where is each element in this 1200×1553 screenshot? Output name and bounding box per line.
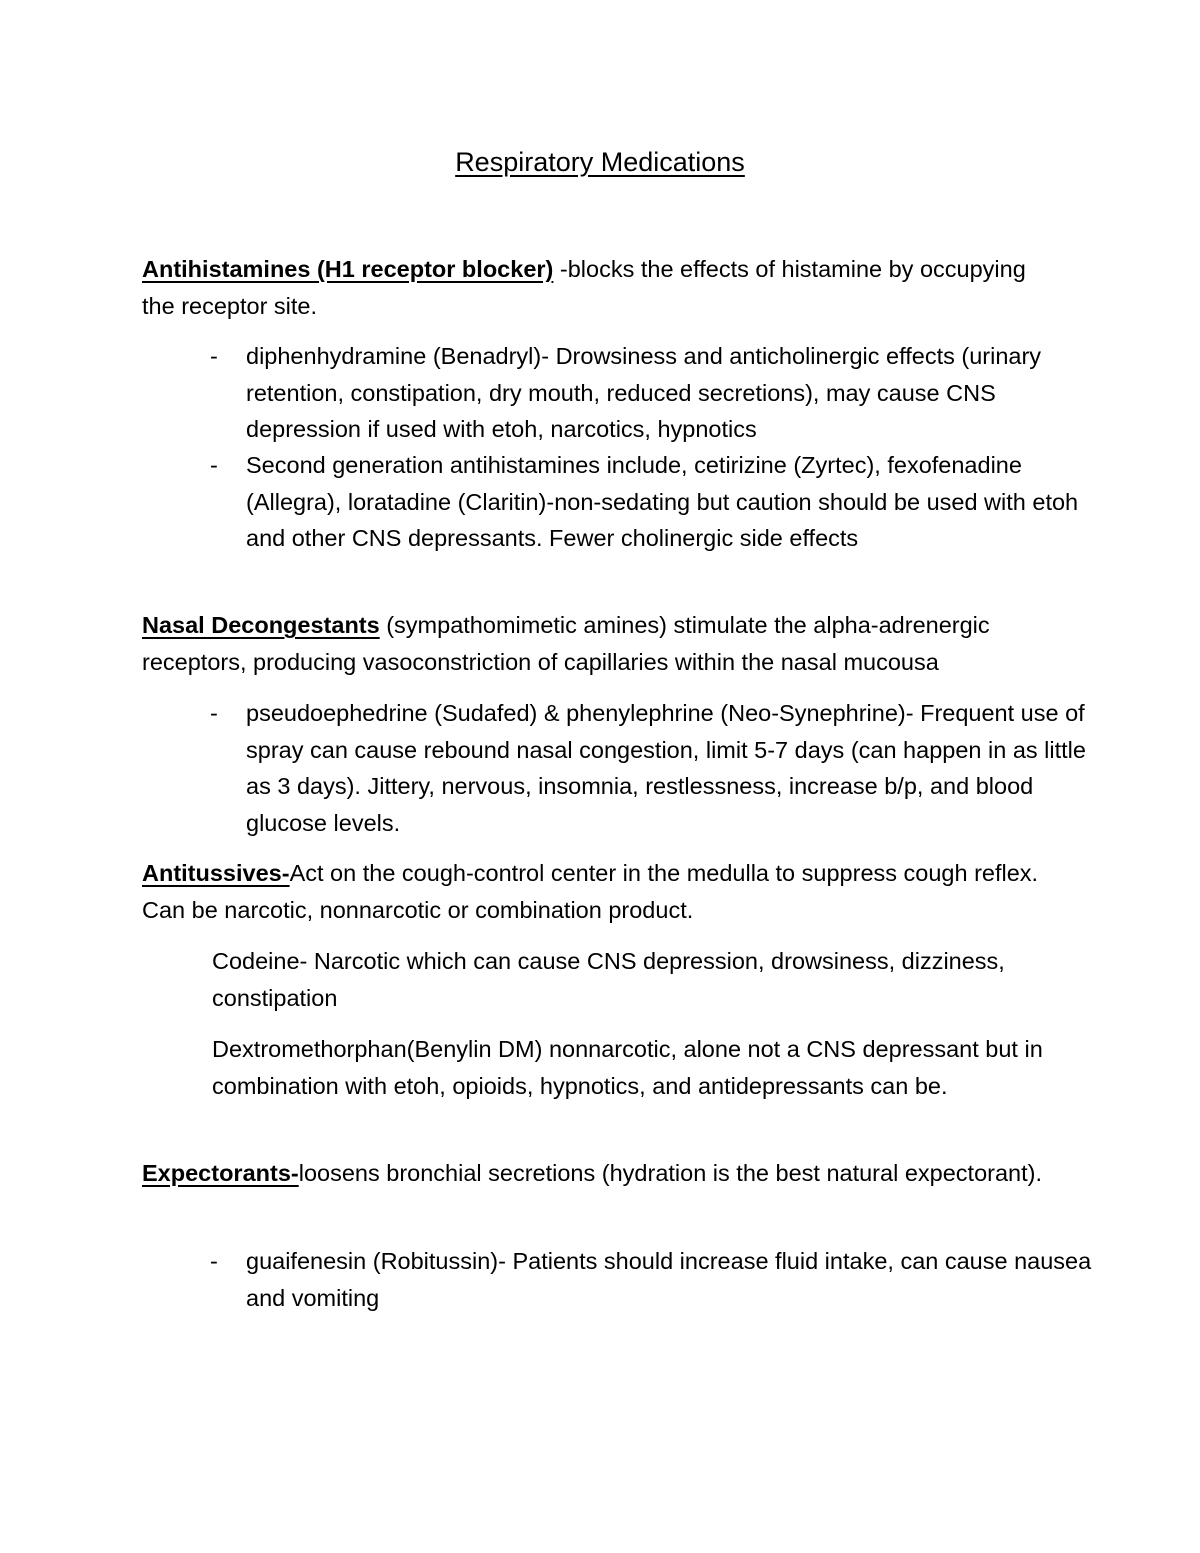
list-item-text: guaifenesin (Robitussin)- Patients should increase fluid intake, can cause nausea and vomiting — [246, 1248, 1092, 1311]
section-text-antihistamines: -blocks the effects of histamine by occupying the receptor site. — [142, 256, 1026, 319]
page-title: Respiratory Medications — [455, 147, 745, 177]
list-item-text: diphenhydramine (Benadryl)- Drowsiness and anticholinergic effects (urinary retention, constipation, dry mouth, reduced secretions), may cause CNS depression if used with etoh, narcotics, hypnotics — [246, 343, 1042, 442]
section-heading-antihistamines: Antihistamines (H1 receptor blocker) — [142, 256, 554, 282]
paragraph-codeine: Codeine- Narcotic which can cause CNS depression, drowsiness, dizziness, constipation — [212, 948, 1005, 1011]
bullet-dash: - — [210, 452, 218, 478]
paragraph-dextromethorphan: Dextromethorphan(Benylin DM) nonnarcotic, alone not a CNS depressant but in combination with etoh, opioids, hypnotics, and antidepressants can be. — [212, 1036, 1043, 1099]
section-antitussives-intro — [142, 855, 1062, 928]
list-item-text: Second generation antihistamines include, cetirizine (Zyrtec), fexofenadine (Allegra), loratadine (Claritin)-non-sedating but caution should be used with etoh and other CNS depressants. Fewer cholinergic side effects — [246, 452, 1079, 551]
list-item-text: pseudoephedrine (Sudafed) & phenylephrine (Neo-Synephrine)- Frequent use of spray can cause rebound nasal congestion, limit 5-7 days (can happen in as little as 3 days). Jittery, nervous, insomnia, restlessness, increase b/p, and blood glucose levels. — [246, 700, 1086, 836]
section-nasal-decongestants-intro — [142, 607, 1062, 680]
section-expectorants-intro — [142, 1155, 1062, 1192]
section-heading-antitussives: Antitussives- — [142, 860, 290, 886]
bullet-dash: - — [210, 700, 218, 726]
list-item — [210, 1243, 1106, 1316]
section-heading-expectorants: Expectorants- — [142, 1160, 299, 1186]
section-antihistamines-intro — [142, 251, 1062, 324]
section-text-antitussives: Act on the cough-control center in the medulla to suppress cough reflex. Can be narcotic, nonnarcotic or combination product. — [142, 860, 1039, 923]
section-text-expectorants: loosens bronchial secretions (hydration is the best natural expectorant). — [298, 1160, 1042, 1186]
list-item — [210, 447, 1106, 557]
list-item — [210, 338, 1106, 448]
list-item — [210, 695, 1106, 841]
section-text-nasal-decongestants: (sympathomimetic amines) stimulate the alpha-adrenergic receptors, producing vasoconstriction of capillaries within the nasal mucousa — [142, 612, 990, 675]
section-heading-nasal-decongestants: Nasal Decongestants — [142, 612, 380, 638]
bullet-dash: - — [210, 343, 218, 369]
bullet-dash: - — [210, 1248, 218, 1274]
